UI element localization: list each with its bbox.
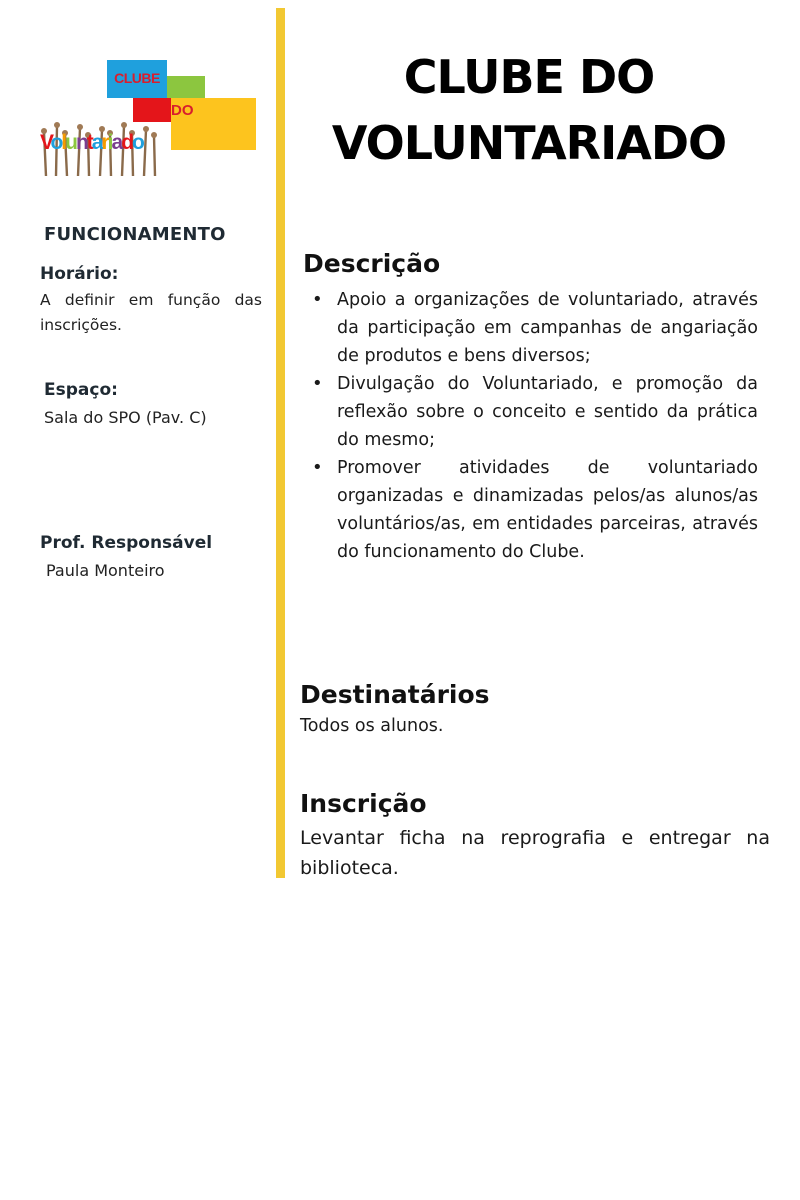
list-item-text: Promover atividades de voluntariado organizadas e dinamizadas pelos/as alunos/as voluntários/as, em entidades parceiras, através do funcionamento do Clube. xyxy=(337,458,758,562)
logo-letter: u xyxy=(65,131,76,154)
bullet-icon: • xyxy=(312,289,323,310)
espaco-value: Sala do SPO (Pav. C) xyxy=(44,408,207,427)
logo-clube-text: CLUBE xyxy=(114,70,160,86)
club-logo xyxy=(40,60,258,176)
funcionamento-heading: FUNCIONAMENTO xyxy=(44,224,226,245)
logo-letter: V xyxy=(40,131,51,154)
espaco-label: Espaço: xyxy=(44,380,118,400)
title-line-2: VOLUNTARIADO xyxy=(331,116,727,170)
logo-green-block xyxy=(167,76,205,98)
logo-letter: a xyxy=(111,131,122,154)
page-title xyxy=(290,44,768,176)
destinatarios-value: Todos os alunos. xyxy=(300,716,444,736)
logo-letter: t xyxy=(86,131,92,154)
descricao-heading: Descrição xyxy=(303,249,441,278)
logo-voluntariado-text xyxy=(40,131,143,155)
horario-label: Horário: xyxy=(40,264,119,284)
yellow-divider xyxy=(276,8,285,878)
logo-letter: n xyxy=(75,131,87,154)
logo-letter: i xyxy=(107,131,112,154)
logo-red-block xyxy=(133,98,171,122)
logo-letter: a xyxy=(91,131,102,154)
prof-responsavel-value: Paula Monteiro xyxy=(46,561,165,580)
list-item xyxy=(310,370,758,454)
logo-letter: l xyxy=(61,131,66,154)
list-item-text: Divulgação do Voluntariado, e promoção da reflexão sobre o conceito e sentido da prática do mesmo; xyxy=(337,374,758,450)
list-item xyxy=(310,454,758,566)
logo-letter: r xyxy=(101,131,108,154)
destinatarios-heading: Destinatários xyxy=(300,680,490,709)
list-item-text: Apoio a organizações de voluntariado, através da participação em campanhas de angariação de produtos e bens diversos; xyxy=(337,290,758,366)
logo-letter: d xyxy=(121,131,133,154)
logo-letter: o xyxy=(132,131,143,154)
logo-do-text: DO xyxy=(171,102,194,119)
bullet-icon: • xyxy=(312,373,323,394)
horario-value: A definir em função das inscrições. xyxy=(40,291,262,334)
inscricao-value: Levantar ficha na reprografia e entregar na biblioteca. xyxy=(300,827,770,879)
descricao-list xyxy=(310,286,758,566)
logo-letter: o xyxy=(50,131,62,154)
list-item xyxy=(310,286,758,370)
bullet-icon: • xyxy=(312,457,323,478)
prof-responsavel-label: Prof. Responsável xyxy=(40,533,213,553)
title-line-1: CLUBE DO xyxy=(403,50,655,104)
inscricao-heading: Inscrição xyxy=(300,789,427,818)
